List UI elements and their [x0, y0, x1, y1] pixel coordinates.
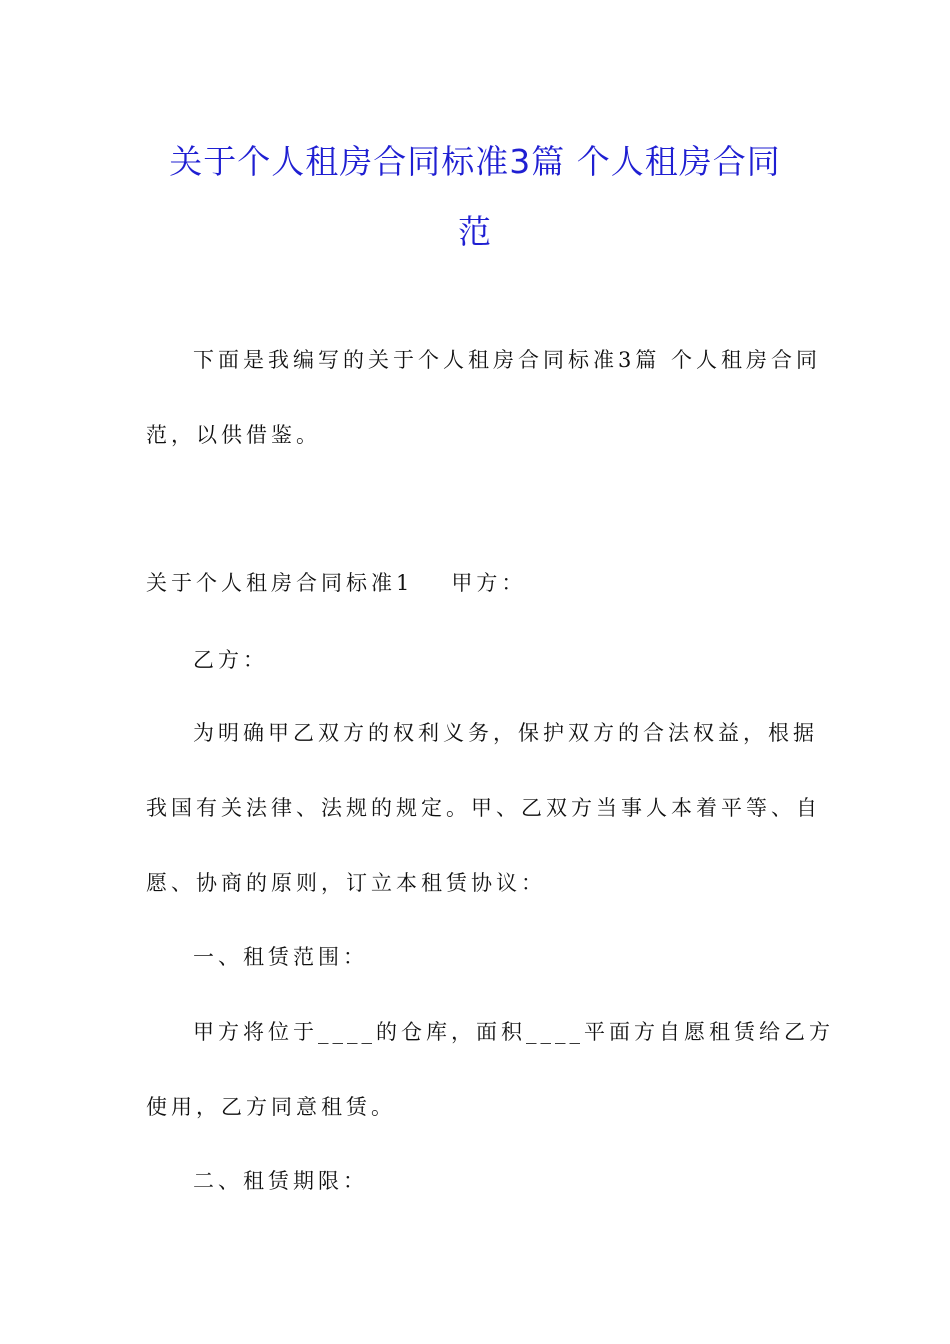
intro-line-2: 范，以供借鉴。 — [146, 423, 321, 447]
party-a-label: 甲方： — [451, 571, 527, 595]
para1-line-2: 我国有关法律、法规的规定。甲、乙双方当事人本着平等、自 — [146, 796, 821, 820]
party-b-label: 乙方： — [193, 648, 268, 672]
document-title-line-2: 范 — [458, 212, 492, 251]
section-heading-row — [146, 568, 526, 598]
item-1-heading: 一、租赁范围： — [193, 945, 368, 969]
intro-line-1: 下面是我编写的关于个人租房合同标准3篇 个人租房合同 — [193, 348, 822, 372]
section-1-heading: 关于个人租房合同标准1 — [146, 571, 414, 595]
para1-line-1: 为明确甲乙双方的权利义务，保护双方的合法权益，根据 — [193, 721, 818, 745]
para1-line-3: 愿、协商的原则，订立本租赁协议： — [146, 871, 546, 895]
document-title-line-1: 关于个人租房合同标准3篇 个人租房合同 — [169, 142, 781, 181]
item-2-heading: 二、租赁期限： — [193, 1169, 368, 1193]
item-1-line-2: 使用，乙方同意租赁。 — [146, 1095, 396, 1119]
item-1-line-1: 甲方将位于____的仓库，面积____平面方自愿租赁给乙方 — [193, 1020, 834, 1044]
